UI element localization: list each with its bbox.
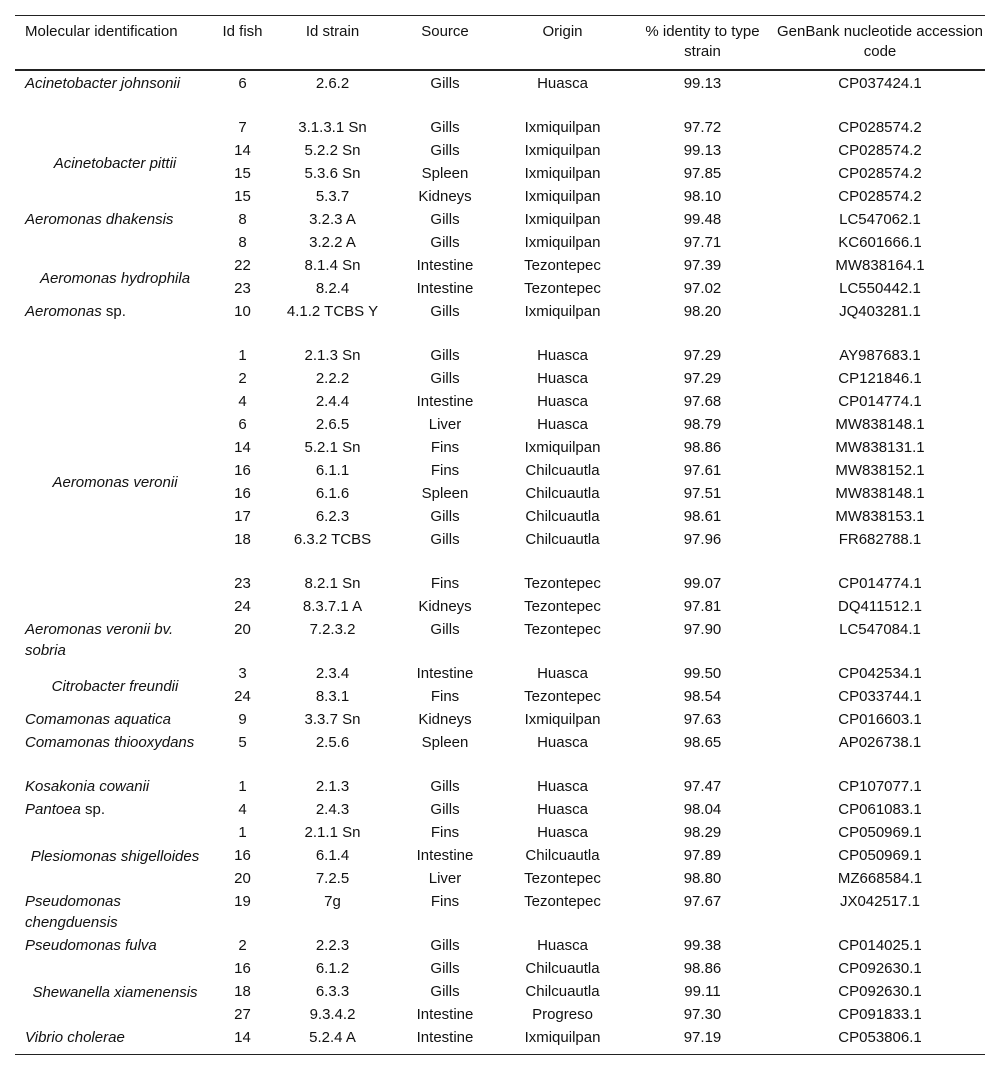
- accession-cell: AP026738.1: [838, 734, 922, 751]
- species-name: Pseudomonas fulva: [25, 937, 157, 954]
- identity-cell: 99.38: [683, 937, 722, 954]
- table-header: [15, 16, 985, 71]
- identity-cell: 98.04: [683, 801, 722, 818]
- identity-cell: 98.80: [683, 870, 722, 887]
- source-cell: Gills: [430, 119, 460, 136]
- accession-cell: FR682788.1: [838, 531, 922, 548]
- source-cell: Fins: [430, 824, 460, 841]
- fish-cell: 6: [238, 416, 247, 433]
- header-origin: Origin: [495, 16, 630, 71]
- species-cell: [15, 619, 215, 663]
- identity-cell: 98.79: [683, 416, 722, 433]
- fish-cell: 16: [234, 462, 251, 479]
- species-name: Vibrio cholerae: [25, 1029, 125, 1046]
- identity-cell: 97.51: [683, 485, 722, 502]
- table-row: [15, 255, 985, 278]
- strain-cell: 2.6.2: [315, 75, 350, 92]
- accession-cell: MZ668584.1: [837, 870, 923, 887]
- accession-cell: CP037424.1: [838, 75, 922, 92]
- fish-cell: 14: [234, 142, 251, 159]
- species-name: Kosakonia cowanii: [25, 778, 150, 795]
- species-name: Acinetobacter johnsonii: [25, 75, 181, 92]
- source-cell: Spleen: [421, 734, 469, 751]
- source-cell: Gills: [430, 370, 460, 387]
- accession-cell: CP053806.1: [838, 1029, 922, 1046]
- table-row: [15, 776, 985, 799]
- strain-cell: 4.1.2 TCBS Y: [286, 303, 379, 320]
- identity-cell: 97.61: [683, 462, 722, 479]
- species-suffix: sp.: [80, 801, 106, 818]
- species-cell: [15, 891, 215, 935]
- identity-cell: 98.65: [683, 734, 722, 751]
- identity-cell: 99.50: [683, 665, 722, 682]
- species-cell: [15, 709, 215, 732]
- origin-cell: Tezontepec: [524, 280, 601, 297]
- fish-cell: 8: [238, 211, 247, 228]
- source-cell: Gills: [430, 801, 460, 818]
- header-fish: Id fish: [215, 16, 270, 71]
- fish-cell: 24: [234, 598, 251, 615]
- table-row: [15, 663, 985, 686]
- source-cell: Gills: [430, 303, 460, 320]
- fish-cell: 14: [234, 1029, 251, 1046]
- identity-cell: 97.67: [683, 893, 722, 910]
- species-name: Aeromonas hydrophila: [39, 269, 191, 287]
- source-cell: Gills: [430, 778, 460, 795]
- fish-cell: 16: [234, 960, 251, 977]
- table-row: [15, 70, 985, 117]
- fish-cell: 2: [238, 937, 247, 954]
- header-row: [15, 16, 985, 71]
- strain-cell: 6.1.2: [315, 960, 350, 977]
- source-cell: Fins: [430, 688, 460, 705]
- identity-cell: 99.13: [683, 142, 722, 159]
- strain-cell: 5.2.4 A: [309, 1029, 356, 1046]
- fish-cell: 1: [238, 347, 247, 364]
- strain-cell: 6.3.2 TCBS: [293, 531, 372, 548]
- strain-cell: 2.2.3: [315, 937, 350, 954]
- species-cell: [15, 301, 215, 345]
- species-cell: [15, 345, 215, 619]
- fish-cell: 8: [238, 234, 247, 251]
- fish-cell: 14: [234, 439, 251, 456]
- table-row: [15, 301, 985, 345]
- identity-cell: 99.11: [684, 983, 721, 1000]
- origin-cell: Tezontepec: [524, 870, 601, 887]
- fish-cell: 5: [238, 734, 247, 751]
- source-cell: Fins: [430, 462, 460, 479]
- strain-cell: 8.2.1 Sn: [304, 575, 361, 592]
- table-row: [15, 935, 985, 958]
- identity-cell: 97.72: [683, 119, 722, 136]
- accession-cell: MW838148.1: [835, 485, 925, 502]
- fish-cell: 19: [234, 893, 251, 910]
- accession-cell: MW838164.1: [835, 257, 925, 274]
- fish-cell: 15: [234, 188, 251, 205]
- species-name: Plesiomonas shigelloides: [30, 848, 200, 865]
- source-cell: Gills: [430, 937, 460, 954]
- origin-cell: Tezontepec: [524, 575, 601, 592]
- source-cell: Gills: [430, 142, 460, 159]
- source-cell: Gills: [430, 75, 460, 92]
- fish-cell: 4: [238, 801, 247, 818]
- accession-cell: LC547062.1: [839, 211, 921, 228]
- identity-cell: 97.19: [683, 1029, 722, 1046]
- species-name: Aeromonas veronii: [52, 473, 178, 491]
- source-cell: Spleen: [421, 165, 469, 182]
- source-cell: Fins: [430, 575, 460, 592]
- accession-cell: KC601666.1: [838, 234, 922, 251]
- origin-cell: Ixmiquilpan: [524, 165, 601, 182]
- fish-cell: 27: [234, 1006, 251, 1023]
- accession-cell: CP014774.1: [838, 575, 922, 592]
- origin-cell: Ixmiquilpan: [524, 188, 601, 205]
- table-row: [15, 822, 985, 845]
- header-species: Molecular identification: [15, 16, 215, 71]
- species-cell: [15, 776, 215, 799]
- table-row: [15, 1027, 985, 1055]
- fish-cell: 6: [238, 75, 247, 92]
- source-cell: Intestine: [416, 393, 474, 410]
- source-cell: Kidneys: [418, 188, 472, 205]
- fish-cell: 4: [238, 393, 247, 410]
- strain-cell: 9.3.4.2: [309, 1006, 356, 1023]
- identity-cell: 97.63: [683, 711, 722, 728]
- origin-cell: Huasca: [537, 370, 588, 387]
- accession-cell: MW838148.1: [835, 416, 925, 433]
- source-cell: Gills: [430, 347, 460, 364]
- origin-cell: Chilcuautla: [525, 847, 600, 864]
- species-name: Aeromonas dhakensis: [25, 211, 174, 228]
- origin-cell: Ixmiquilpan: [524, 119, 601, 136]
- header-identity: % identity to type strain: [630, 16, 775, 71]
- table-row: [15, 709, 985, 732]
- origin-cell: Huasca: [537, 734, 588, 751]
- fish-cell: 20: [234, 870, 251, 887]
- accession-cell: CP091833.1: [838, 1006, 922, 1023]
- table-container: [15, 15, 985, 1055]
- table-row: [15, 799, 985, 822]
- header-source: Source: [395, 16, 495, 71]
- origin-cell: Huasca: [537, 393, 588, 410]
- accession-cell: CP014774.1: [838, 393, 922, 410]
- strain-cell: 5.3.7: [315, 188, 350, 205]
- species-cell: [15, 822, 215, 891]
- source-cell: Spleen: [421, 485, 469, 502]
- source-cell: Intestine: [416, 280, 474, 297]
- species-name: Aeromonas veronii bv. sobria: [25, 621, 174, 659]
- source-cell: Fins: [430, 439, 460, 456]
- source-cell: Kidneys: [418, 711, 472, 728]
- fish-cell: 3: [238, 665, 247, 682]
- source-cell: Liver: [428, 870, 462, 887]
- identity-cell: 98.86: [683, 960, 722, 977]
- identity-cell: 98.29: [683, 824, 722, 841]
- accession-cell: CP028574.2: [838, 188, 922, 205]
- source-cell: Gills: [430, 983, 460, 1000]
- identity-cell: 97.90: [683, 621, 722, 638]
- species-cell: [15, 935, 215, 958]
- source-cell: Gills: [430, 508, 460, 525]
- species-cell: [15, 732, 215, 776]
- identity-cell: 97.29: [683, 370, 722, 387]
- fish-cell: 24: [234, 688, 251, 705]
- table-row: [15, 209, 985, 232]
- source-cell: Gills: [430, 211, 460, 228]
- strain-cell: 3.2.3 A: [309, 211, 356, 228]
- identity-cell: 97.02: [683, 280, 722, 297]
- accession-cell: CP033744.1: [838, 688, 922, 705]
- identity-cell: 97.71: [683, 234, 722, 251]
- strain-cell: 5.2.2 Sn: [304, 142, 361, 159]
- source-cell: Kidneys: [418, 598, 472, 615]
- accession-cell: MW838153.1: [835, 508, 925, 525]
- accession-cell: CP028574.2: [838, 142, 922, 159]
- identity-cell: 98.86: [683, 439, 722, 456]
- strain-cell: 3.1.3.1 Sn: [298, 119, 367, 136]
- identity-cell: 97.89: [683, 847, 722, 864]
- identity-cell: 97.81: [683, 598, 722, 615]
- accession-cell: AY987683.1: [839, 347, 921, 364]
- fish-cell: 18: [234, 531, 251, 548]
- table-body: [15, 70, 985, 1055]
- species-suffix: sp.: [101, 303, 126, 320]
- source-cell: Liver: [428, 416, 462, 433]
- strain-cell: 2.1.3: [315, 778, 350, 795]
- fish-cell: 16: [234, 485, 251, 502]
- origin-cell: Ixmiquilpan: [524, 439, 601, 456]
- origin-cell: Tezontepec: [524, 257, 601, 274]
- fish-cell: 16: [234, 847, 251, 864]
- origin-cell: Ixmiquilpan: [524, 142, 601, 159]
- accession-cell: CP092630.1: [838, 983, 922, 1000]
- origin-cell: Chilcuautla: [525, 960, 600, 977]
- accession-cell: CP092630.1: [838, 960, 922, 977]
- strain-cell: 8.2.4: [315, 280, 350, 297]
- fish-cell: 23: [234, 575, 251, 592]
- species-cell: [15, 117, 215, 209]
- accession-cell: CP042534.1: [838, 665, 922, 682]
- accession-cell: CP107077.1: [838, 778, 922, 795]
- strain-cell: 2.1.1 Sn: [304, 824, 361, 841]
- accession-cell: CP016603.1: [838, 711, 922, 728]
- strain-cell: 6.2.3: [315, 508, 350, 525]
- source-cell: Intestine: [416, 847, 474, 864]
- strain-cell: 2.3.4: [315, 665, 350, 682]
- source-cell: Intestine: [416, 1006, 474, 1023]
- origin-cell: Huasca: [537, 665, 588, 682]
- identity-cell: 97.29: [683, 347, 722, 364]
- accession-cell: LC550442.1: [839, 280, 921, 297]
- fish-cell: 7: [238, 119, 247, 136]
- origin-cell: Chilcuautla: [525, 508, 600, 525]
- fish-cell: 1: [238, 778, 247, 795]
- strain-cell: 3.3.7 Sn: [304, 711, 361, 728]
- strain-cell: 7.2.5: [315, 870, 350, 887]
- origin-cell: Chilcuautla: [525, 462, 600, 479]
- identity-cell: 97.39: [683, 257, 722, 274]
- source-cell: Gills: [430, 960, 460, 977]
- origin-cell: Ixmiquilpan: [524, 211, 601, 228]
- accession-cell: CP061083.1: [838, 801, 922, 818]
- origin-cell: Ixmiquilpan: [524, 303, 601, 320]
- strain-cell: 8.3.1: [315, 688, 350, 705]
- strain-cell: 7g: [324, 893, 341, 910]
- accession-cell: MW838152.1: [835, 462, 925, 479]
- strain-cell: 3.2.2 A: [309, 234, 356, 251]
- strain-cell: 6.1.4: [315, 847, 350, 864]
- origin-cell: Chilcuautla: [525, 983, 600, 1000]
- identity-cell: 98.54: [683, 688, 722, 705]
- fish-cell: 18: [234, 983, 251, 1000]
- species-cell: [15, 663, 215, 709]
- fish-cell: 10: [234, 303, 251, 320]
- origin-cell: Ixmiquilpan: [524, 1029, 601, 1046]
- origin-cell: Huasca: [537, 75, 588, 92]
- fish-cell: 9: [238, 711, 247, 728]
- origin-cell: Huasca: [537, 416, 588, 433]
- strain-cell: 2.4.3: [315, 801, 350, 818]
- accession-cell: DQ411512.1: [838, 598, 922, 615]
- species-cell: [15, 799, 215, 822]
- identity-cell: 97.96: [683, 531, 722, 548]
- accession-cell: JX042517.1: [839, 893, 921, 910]
- species-name: Acinetobacter pittii: [53, 154, 177, 172]
- table-row: [15, 345, 985, 368]
- table-row: [15, 732, 985, 776]
- fish-cell: 23: [234, 280, 251, 297]
- origin-cell: Huasca: [537, 347, 588, 364]
- table-row: [15, 117, 985, 140]
- strain-cell: 5.2.1 Sn: [304, 439, 361, 456]
- origin-cell: Ixmiquilpan: [524, 711, 601, 728]
- fish-cell: 2: [238, 370, 247, 387]
- species-name: Pantoea: [25, 801, 81, 818]
- origin-cell: Chilcuautla: [525, 485, 600, 502]
- species-name: Shewanella xiamenensis: [32, 984, 198, 1001]
- identity-cell: 99.13: [683, 75, 722, 92]
- table-row: [15, 891, 985, 935]
- source-cell: Gills: [430, 234, 460, 251]
- accession-cell: CP028574.2: [838, 165, 922, 182]
- species-cell: [15, 209, 215, 255]
- accession-cell: CP121846.1: [838, 370, 922, 387]
- origin-cell: Huasca: [537, 801, 588, 818]
- origin-cell: Progreso: [532, 1006, 593, 1023]
- species-cell: [15, 958, 215, 1027]
- source-cell: Intestine: [416, 257, 474, 274]
- identity-cell: 97.47: [683, 778, 722, 795]
- species-name: Aeromonas: [25, 303, 102, 320]
- header-accession: GenBank nucleotide accession code: [775, 16, 985, 71]
- identity-cell: 99.48: [683, 211, 722, 228]
- strain-cell: 6.1.1: [315, 462, 350, 479]
- identity-cell: 98.20: [683, 303, 722, 320]
- origin-cell: Tezontepec: [524, 598, 601, 615]
- accession-cell: JQ403281.1: [839, 303, 921, 320]
- accession-cell: CP028574.2: [838, 119, 922, 136]
- origin-cell: Tezontepec: [524, 893, 601, 910]
- strain-cell: 2.5.6: [315, 734, 350, 751]
- species-name: Pseudomonas chengduensis: [25, 893, 121, 931]
- strain-cell: 8.1.4 Sn: [304, 257, 361, 274]
- accession-cell: LC547084.1: [839, 621, 921, 638]
- strain-cell: 2.6.5: [315, 416, 350, 433]
- table-row: [15, 619, 985, 663]
- strain-cell: 2.2.2: [315, 370, 350, 387]
- identity-cell: 99.07: [683, 575, 722, 592]
- identification-table: [15, 15, 985, 1055]
- accession-cell: CP014025.1: [838, 937, 922, 954]
- identity-cell: 98.61: [683, 508, 722, 525]
- strain-cell: 8.3.7.1 A: [302, 598, 363, 615]
- fish-cell: 20: [234, 621, 251, 638]
- source-cell: Gills: [430, 531, 460, 548]
- source-cell: Intestine: [416, 665, 474, 682]
- species-cell: [15, 255, 215, 301]
- origin-cell: Huasca: [537, 824, 588, 841]
- strain-cell: 7.2.3.2: [309, 621, 356, 638]
- strain-cell: 5.3.6 Sn: [304, 165, 361, 182]
- species-cell: [15, 70, 215, 117]
- origin-cell: Ixmiquilpan: [524, 234, 601, 251]
- fish-cell: 1: [238, 824, 247, 841]
- identity-cell: 97.30: [683, 1006, 722, 1023]
- origin-cell: Chilcuautla: [525, 531, 600, 548]
- strain-cell: 6.3.3: [315, 983, 350, 1000]
- accession-cell: MW838131.1: [835, 439, 925, 456]
- strain-cell: 2.4.4: [315, 393, 350, 410]
- origin-cell: Huasca: [537, 778, 588, 795]
- fish-cell: 22: [234, 257, 251, 274]
- source-cell: Intestine: [416, 1029, 474, 1046]
- origin-cell: Huasca: [537, 937, 588, 954]
- accession-cell: CP050969.1: [838, 824, 922, 841]
- species-name: Comamonas aquatica: [25, 711, 171, 728]
- identity-cell: 97.68: [683, 393, 722, 410]
- identity-cell: 97.85: [683, 165, 722, 182]
- source-cell: Gills: [430, 621, 460, 638]
- origin-cell: Tezontepec: [524, 621, 601, 638]
- species-name: Citrobacter freundii: [51, 677, 179, 695]
- header-strain: Id strain: [270, 16, 395, 71]
- species-cell: [15, 1027, 215, 1055]
- table-row: [15, 958, 985, 981]
- source-cell: Fins: [430, 893, 460, 910]
- strain-cell: 2.1.3 Sn: [304, 347, 361, 364]
- strain-cell: 6.1.6: [315, 485, 350, 502]
- species-name: Comamonas thiooxydans: [25, 734, 195, 751]
- identity-cell: 98.10: [683, 188, 722, 205]
- origin-cell: Tezontepec: [524, 688, 601, 705]
- accession-cell: CP050969.1: [838, 847, 922, 864]
- fish-cell: 15: [234, 165, 251, 182]
- fish-cell: 17: [234, 508, 251, 525]
